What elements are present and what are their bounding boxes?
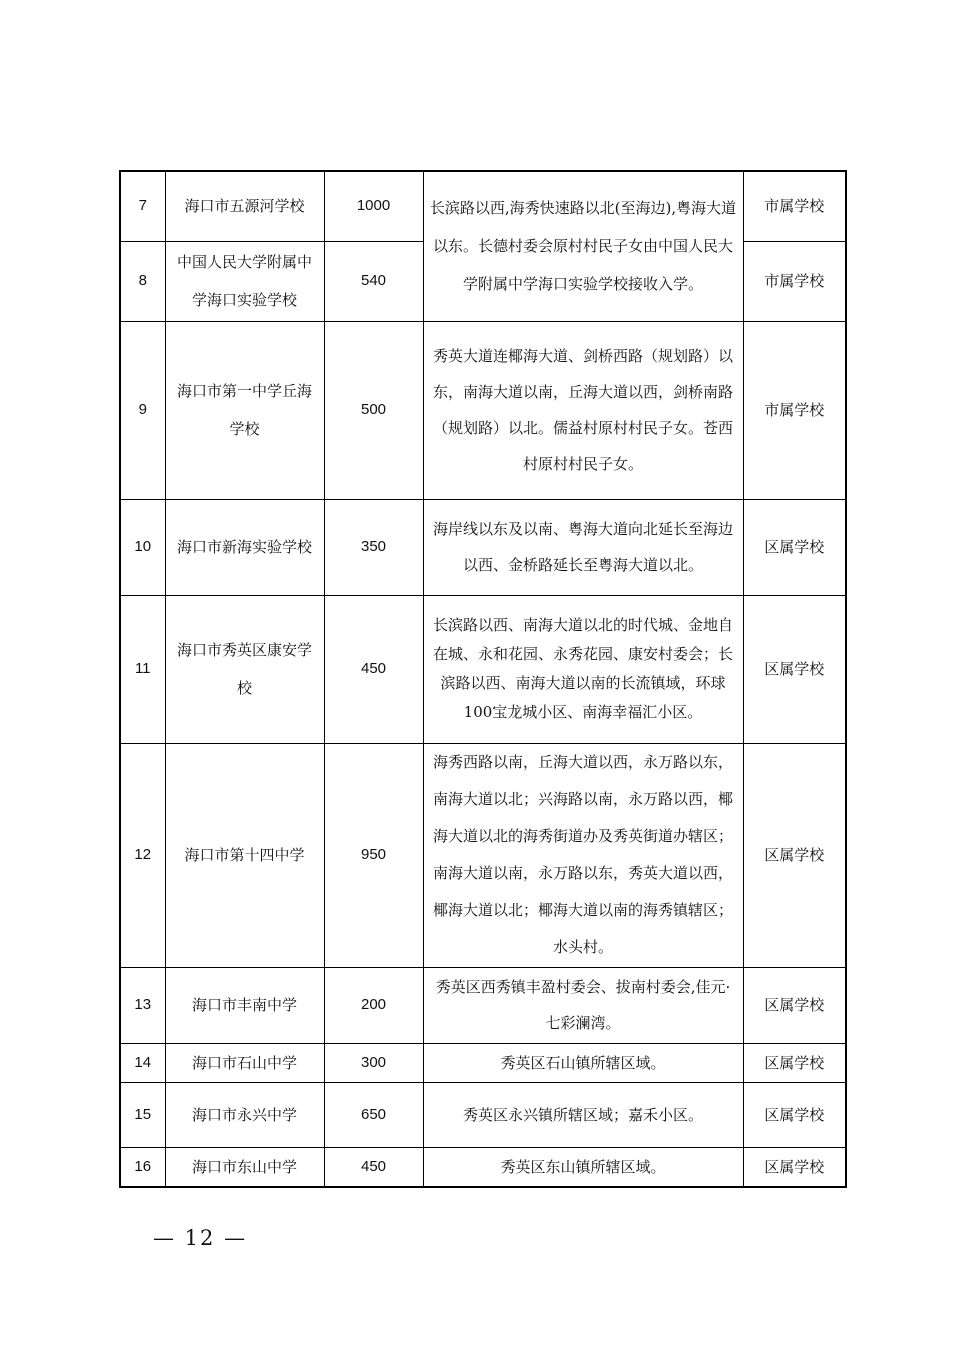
admission-area: 海秀西路以南，丘海大道以西，永万路以东，南海大道以北；兴海路以南，永万路以西，椰海大道以北的海秀街道办及秀英街道办辖区；南海大道以南，永万路以东，秀英大道以西，椰海大道以北；椰海大道以南的海秀镇辖区；水头村。	[423, 743, 743, 967]
row-number: 12	[120, 743, 165, 967]
admission-area: 秀英区石山镇所辖区域。	[423, 1043, 743, 1082]
school-type: 区属学校	[743, 595, 846, 743]
admission-area: 海岸线以东及以南、粤海大道向北延长至海边以西、金桥路延长至粤海大道以北。	[423, 499, 743, 595]
school-type: 区属学校	[743, 967, 846, 1043]
school-type: 区属学校	[743, 499, 846, 595]
school-zoning-table	[119, 170, 847, 1188]
school-name: 海口市第一中学丘海学校	[165, 321, 324, 499]
table-row	[120, 1082, 846, 1147]
row-number: 7	[120, 171, 165, 241]
enrollment-capacity: 1000	[324, 171, 423, 241]
admission-area: 长滨路以西、南海大道以北的时代城、金地自在城、永和花园、永秀花园、康安村委会；长滨路以西、南海大道以南的长流镇域，环球100宝龙城小区、南海幸福汇小区。	[423, 595, 743, 743]
enrollment-capacity: 650	[324, 1082, 423, 1147]
enrollment-capacity: 450	[324, 595, 423, 743]
enrollment-capacity: 450	[324, 1147, 423, 1187]
table-row	[120, 1147, 846, 1187]
admission-area: 长滨路以西,海秀快速路以北(至海边),粤海大道以东。长德村委会原村村民子女由中国人民大学附属中学海口实验学校接收入学。	[423, 171, 743, 321]
admission-area: 秀英大道连椰海大道、剑桥西路（规划路）以东，南海大道以南，丘海大道以西，剑桥南路（规划路）以北。儒益村原村村民子女。苍西村原村村民子女。	[423, 321, 743, 499]
page-number: — 12 —	[153, 1226, 248, 1250]
enrollment-capacity: 950	[324, 743, 423, 967]
table-row	[120, 321, 846, 499]
school-type: 区属学校	[743, 1043, 846, 1082]
row-number: 10	[120, 499, 165, 595]
row-number: 9	[120, 321, 165, 499]
enrollment-capacity: 500	[324, 321, 423, 499]
school-name: 海口市东山中学	[165, 1147, 324, 1187]
row-number: 15	[120, 1082, 165, 1147]
school-name: 海口市秀英区康安学校	[165, 595, 324, 743]
row-number: 8	[120, 241, 165, 321]
enrollment-capacity: 540	[324, 241, 423, 321]
enrollment-capacity: 300	[324, 1043, 423, 1082]
school-type: 市属学校	[743, 241, 846, 321]
enrollment-capacity: 200	[324, 967, 423, 1043]
enrollment-capacity: 350	[324, 499, 423, 595]
school-type: 区属学校	[743, 1082, 846, 1147]
table-row	[120, 1043, 846, 1082]
school-name: 海口市五源河学校	[165, 171, 324, 241]
school-name: 中国人民大学附属中学海口实验学校	[165, 241, 324, 321]
school-type: 区属学校	[743, 1147, 846, 1187]
school-type: 市属学校	[743, 171, 846, 241]
admission-area: 秀英区永兴镇所辖区域；嘉禾小区。	[423, 1082, 743, 1147]
row-number: 14	[120, 1043, 165, 1082]
table-row	[120, 499, 846, 595]
table-row	[120, 967, 846, 1043]
school-type: 市属学校	[743, 321, 846, 499]
admission-area: 秀英区西秀镇丰盈村委会、拔南村委会,佳元·七彩澜湾。	[423, 967, 743, 1043]
admission-area: 秀英区东山镇所辖区域。	[423, 1147, 743, 1187]
school-type: 区属学校	[743, 743, 846, 967]
row-number: 16	[120, 1147, 165, 1187]
school-name: 海口市第十四中学	[165, 743, 324, 967]
school-name: 海口市永兴中学	[165, 1082, 324, 1147]
table-row	[120, 595, 846, 743]
school-name: 海口市新海实验学校	[165, 499, 324, 595]
school-name: 海口市石山中学	[165, 1043, 324, 1082]
table-row	[120, 171, 846, 241]
table-row	[120, 743, 846, 967]
row-number: 11	[120, 595, 165, 743]
school-name: 海口市丰南中学	[165, 967, 324, 1043]
row-number: 13	[120, 967, 165, 1043]
